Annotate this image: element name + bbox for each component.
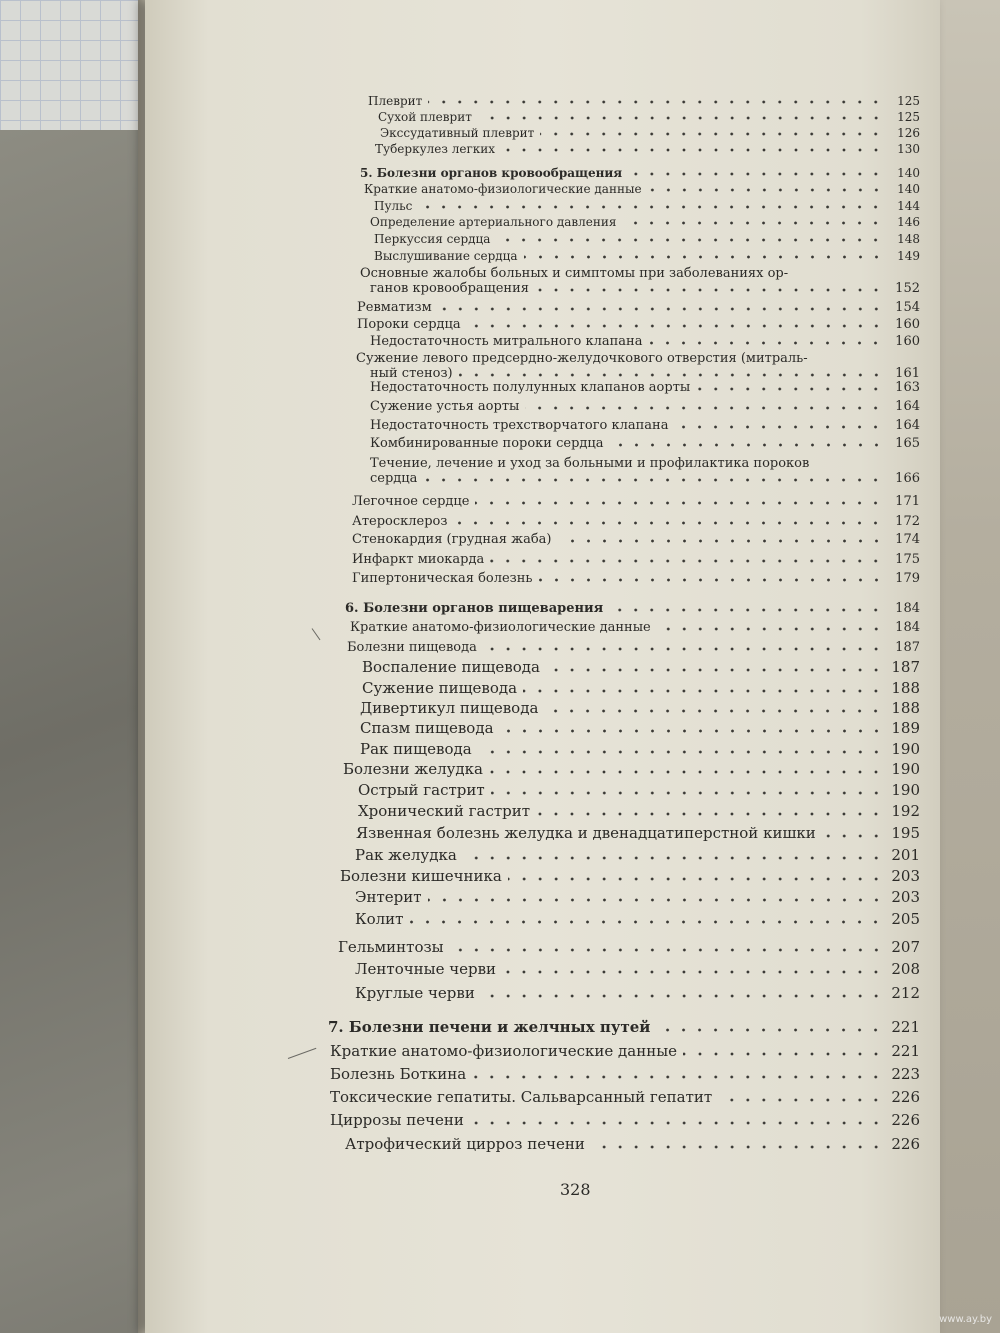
page-number: 328 bbox=[560, 1180, 591, 1199]
toc-entry-title: Гельминтозы bbox=[338, 938, 444, 956]
toc-leader-dots bbox=[453, 521, 884, 525]
toc-leader-dots bbox=[696, 387, 884, 391]
toc-leader-dots bbox=[438, 307, 884, 311]
toc-entry-page: 154 bbox=[895, 300, 920, 315]
toc-entry-page: 223 bbox=[891, 1065, 920, 1083]
toc-entry-title-line2: ный стеноз) bbox=[370, 366, 453, 381]
toc-leader-dots bbox=[544, 709, 884, 713]
toc-entry-page: 195 bbox=[891, 824, 920, 842]
toc-entry bbox=[330, 1065, 920, 1083]
toc-entry-page: 201 bbox=[891, 846, 920, 864]
toc-entry-title: Недостаточность митрального клапана bbox=[370, 334, 643, 349]
toc-entry bbox=[356, 824, 920, 842]
toc-entry-title-line1: Сужение левого предсердно-желудочкового отверстия (митраль- bbox=[356, 351, 808, 366]
toc-leader-dots bbox=[628, 172, 884, 176]
toc-entry bbox=[368, 94, 920, 108]
toc-leader-dots bbox=[428, 898, 884, 902]
watermark: www.ay.by bbox=[939, 1314, 992, 1325]
toc-entry bbox=[357, 317, 920, 332]
toc-entry-title: Стенокардия (грудная жаба) bbox=[352, 532, 552, 547]
toc-entry-title: Недостаточность трехстворчатого клапана bbox=[370, 418, 669, 433]
toc-leader-dots bbox=[472, 1075, 884, 1079]
toc-entry-page: 125 bbox=[897, 94, 920, 108]
toc-entry-page: 130 bbox=[897, 142, 920, 156]
toc-leader-dots bbox=[648, 341, 884, 345]
toc-entry-title: Гипертоническая болезнь bbox=[352, 571, 533, 586]
toc-entry-title: Дивертикул пищевода bbox=[360, 699, 539, 717]
toc-entry-title: Сужение пищевода bbox=[362, 679, 518, 697]
toc-leader-dots bbox=[674, 425, 884, 429]
toc-entry-title-line1: Течение, лечение и уход за больными и профилактика пороков bbox=[370, 456, 810, 471]
toc-entry-page: 205 bbox=[891, 910, 920, 928]
toc-entry-title: Колит bbox=[355, 910, 404, 928]
toc-entry bbox=[370, 418, 920, 433]
toc-entry bbox=[330, 1042, 920, 1060]
toc-entry-title: Атеросклероз bbox=[352, 514, 448, 529]
toc-chapter-heading bbox=[360, 166, 920, 180]
toc-entry-title: Энтерит bbox=[355, 888, 422, 906]
toc-entry bbox=[352, 494, 920, 509]
toc-leader-dots bbox=[483, 647, 884, 651]
toc-entry-page: 152 bbox=[895, 281, 920, 296]
toc-entry-page: 179 bbox=[895, 571, 920, 586]
toc-entry bbox=[370, 334, 920, 349]
toc-entry-page: 164 bbox=[895, 399, 920, 414]
toc-entry bbox=[330, 1088, 920, 1106]
toc-leader-dots bbox=[523, 689, 884, 693]
toc-leader-dots bbox=[622, 221, 884, 225]
toc-entry-page: 188 bbox=[891, 679, 920, 697]
toc-entry bbox=[355, 888, 920, 906]
toc-entry bbox=[358, 802, 920, 820]
toc-entry-title-line2: ганов кровообращения bbox=[370, 281, 529, 296]
toc-leader-dots bbox=[489, 770, 884, 774]
toc-entry-page: 171 bbox=[895, 494, 920, 509]
toc-entry-page: 172 bbox=[895, 514, 920, 529]
toc-leader-dots bbox=[683, 1052, 884, 1056]
toc-entry-page: 164 bbox=[895, 418, 920, 433]
toc-entry bbox=[360, 699, 920, 717]
toc-entry-title: Пульс bbox=[374, 199, 413, 213]
toc-leader-dots bbox=[558, 539, 885, 543]
toc-entry-page: 163 bbox=[895, 380, 920, 395]
toc-entry-title: Выслушивание сердца bbox=[374, 249, 518, 263]
toc-entry bbox=[374, 249, 920, 263]
toc-entry-title: Атрофический цирроз печени bbox=[345, 1135, 585, 1153]
toc-entry-title: Сухой плеврит bbox=[378, 110, 472, 124]
toc-entry-title: Инфаркт миокарда bbox=[352, 552, 485, 567]
toc-entry bbox=[355, 910, 920, 928]
toc-entry-title-line2: сердца bbox=[370, 471, 418, 486]
toc-leader-dots bbox=[536, 812, 884, 816]
toc-entry-page: 125 bbox=[897, 110, 920, 124]
toc-entry-title: 7. Болезни печени и желчных путей bbox=[328, 1018, 651, 1036]
toc-entry-page: 190 bbox=[891, 740, 920, 758]
toc-leader-dots bbox=[718, 1098, 884, 1102]
toc-entry-page: 226 bbox=[891, 1135, 920, 1153]
toc-leader-dots bbox=[822, 834, 884, 838]
toc-entry-page: 190 bbox=[891, 760, 920, 778]
toc-entry bbox=[362, 658, 920, 676]
toc-entry-page: 203 bbox=[891, 867, 920, 885]
toc-entry-title: Перкуссия сердца bbox=[374, 232, 491, 246]
toc-entry-title: Язвенная болезнь желудка и двенадцатиперстной кишки bbox=[356, 824, 816, 842]
toc-entry-page: 165 bbox=[895, 436, 920, 451]
toc-entry-title: Легочное сердце bbox=[352, 494, 470, 509]
toc-entry-page: 148 bbox=[897, 232, 920, 246]
toc-entry-title: Краткие анатомо-физиологические данные bbox=[364, 182, 642, 196]
toc-leader-dots bbox=[423, 478, 884, 482]
toc-leader-dots bbox=[508, 877, 884, 881]
toc-leader-dots bbox=[409, 920, 884, 924]
toc-entry-page: 175 bbox=[895, 552, 920, 567]
toc-entry-title: Токсические гепатиты. Сальварсанный гепатит bbox=[330, 1088, 713, 1106]
toc-leader-dots bbox=[540, 132, 884, 136]
toc-entry-title: Ревматизм bbox=[357, 300, 432, 315]
toc-entry bbox=[352, 571, 920, 586]
toc-entry-page: 203 bbox=[891, 888, 920, 906]
toc-entry-page: 126 bbox=[897, 126, 920, 140]
toc-leader-dots bbox=[490, 559, 884, 563]
toc-entry bbox=[352, 514, 920, 529]
toc-entry bbox=[360, 719, 920, 737]
toc-entry-title: Воспаление пищевода bbox=[362, 658, 540, 676]
toc-entry-page: 184 bbox=[895, 601, 920, 616]
toc-entry-page: 192 bbox=[891, 802, 920, 820]
toc-entry bbox=[352, 532, 920, 547]
toc-entry-title: Недостаточность полулунных клапанов аорты bbox=[370, 380, 691, 395]
toc-leader-dots bbox=[525, 406, 884, 410]
toc-entry-multiline bbox=[370, 456, 920, 486]
toc-entry-multiline bbox=[360, 266, 920, 296]
toc-entry-page: 187 bbox=[891, 658, 920, 676]
toc-entry-title: Туберкулез легких bbox=[375, 142, 495, 156]
toc-leader-dots bbox=[610, 443, 884, 447]
toc-entry-title: Рак пищевода bbox=[360, 740, 472, 758]
toc-entry-page: 221 bbox=[891, 1042, 920, 1060]
toc-entry bbox=[378, 110, 920, 124]
toc-entry-title: Болезнь Боткина bbox=[330, 1065, 467, 1083]
toc-leader-dots bbox=[657, 627, 884, 631]
toc-entry-title: Плеврит bbox=[368, 94, 423, 108]
toc-leader-dots bbox=[591, 1145, 884, 1149]
toc-entry-title: 6. Болезни органов пищеварения bbox=[345, 601, 604, 616]
toc-entry-title: Определение артериального давления bbox=[370, 215, 617, 229]
toc-entry bbox=[375, 142, 920, 156]
toc-entry bbox=[358, 781, 920, 799]
toc-entry-title: Острый гастрит bbox=[358, 781, 485, 799]
toc-entry bbox=[330, 1111, 920, 1129]
toc-entry bbox=[340, 867, 920, 885]
toc-entry bbox=[343, 760, 920, 778]
toc-entry bbox=[374, 232, 920, 246]
toc-leader-dots bbox=[535, 288, 884, 292]
toc-entry-page: 184 bbox=[895, 620, 920, 635]
toc-entry bbox=[357, 300, 920, 315]
toc-entry bbox=[345, 1135, 920, 1153]
toc-leader-dots bbox=[478, 116, 884, 120]
toc-entry-page: 146 bbox=[897, 215, 920, 229]
toc-leader-dots bbox=[609, 608, 884, 612]
toc-entry-page: 149 bbox=[897, 249, 920, 263]
toc-entry bbox=[370, 436, 920, 451]
toc-entry-page: 160 bbox=[895, 317, 920, 332]
toc-entry bbox=[350, 620, 920, 635]
toc-leader-dots bbox=[450, 948, 884, 952]
toc-entry bbox=[374, 199, 920, 213]
toc-entry-multiline bbox=[356, 351, 920, 381]
toc-leader-dots bbox=[470, 1121, 884, 1125]
toc-entry-page: 221 bbox=[891, 1018, 920, 1036]
toc-entry-page: 189 bbox=[891, 719, 920, 737]
toc-entry-title: Хронический гастрит bbox=[358, 802, 531, 820]
toc-leader-dots bbox=[478, 750, 884, 754]
toc-entry-page: 160 bbox=[895, 334, 920, 349]
toc-entry-title: Болезни кишечника bbox=[340, 867, 502, 885]
toc-entry bbox=[364, 182, 920, 196]
toc-leader-dots bbox=[648, 188, 884, 192]
toc-entry bbox=[338, 938, 920, 956]
toc-leader-dots bbox=[539, 578, 884, 582]
toc-entry-page: 226 bbox=[891, 1088, 920, 1106]
toc-entry-title: 5. Болезни органов кровообращения bbox=[360, 166, 623, 180]
toc-entry-page: 207 bbox=[891, 938, 920, 956]
toc-entry-title: Болезни желудка bbox=[343, 760, 483, 778]
toc-leader-dots bbox=[467, 324, 884, 328]
toc-entry-page: 174 bbox=[895, 532, 920, 547]
toc-entry-title: Рак желудка bbox=[355, 846, 457, 864]
toc-leader-dots bbox=[502, 970, 884, 974]
toc-entry-title: Пороки сердца bbox=[357, 317, 461, 332]
toc-entry-page: 226 bbox=[891, 1111, 920, 1129]
toc-leader-dots bbox=[546, 668, 884, 672]
toc-entry bbox=[370, 380, 920, 395]
toc-entry-page: 187 bbox=[895, 640, 920, 655]
toc-leader-dots bbox=[500, 729, 884, 733]
toc-chapter-heading bbox=[345, 601, 920, 616]
toc-entry-title: Сужение устья аорты bbox=[370, 399, 520, 414]
toc-leader-dots bbox=[496, 238, 884, 242]
toc-entry bbox=[352, 552, 920, 567]
toc-entry-page: 188 bbox=[891, 699, 920, 717]
toc-leader-dots bbox=[481, 994, 884, 998]
toc-entry-title: Ленточные черви bbox=[355, 960, 497, 978]
toc-entry-title: Болезни пищевода bbox=[347, 640, 477, 655]
toc-entry-page: 166 bbox=[895, 471, 920, 486]
toc-leader-dots bbox=[491, 791, 884, 795]
toc-entry-title-line1: Основные жалобы больных и симптомы при заболеваниях ор- bbox=[360, 266, 789, 281]
toc-entry bbox=[362, 679, 920, 697]
toc-entry-page: 140 bbox=[897, 182, 920, 196]
toc-leader-dots bbox=[463, 856, 884, 860]
toc-entry-page: 140 bbox=[897, 166, 920, 180]
toc-leader-dots bbox=[418, 205, 884, 209]
toc-entry-title: Экссудативный плеврит bbox=[380, 126, 535, 140]
toc-entry bbox=[360, 740, 920, 758]
toc-entry-title: Круглые черви bbox=[355, 984, 475, 1002]
toc-leader-dots bbox=[459, 373, 884, 377]
toc-leader-dots bbox=[475, 501, 884, 505]
toc-leader-dots bbox=[524, 255, 884, 259]
toc-entry bbox=[347, 640, 920, 655]
toc-entry-page: 144 bbox=[897, 199, 920, 213]
toc-entry-page: 161 bbox=[895, 366, 920, 381]
toc-entry bbox=[380, 126, 920, 140]
toc-entry bbox=[370, 215, 920, 229]
toc-entry-title: Спазм пищевода bbox=[360, 719, 494, 737]
toc-leader-dots bbox=[428, 100, 884, 104]
toc-entry bbox=[355, 984, 920, 1002]
toc-entry bbox=[355, 846, 920, 864]
toc-entry-page: 212 bbox=[891, 984, 920, 1002]
toc-chapter-heading bbox=[328, 1018, 920, 1036]
toc-entry-page: 190 bbox=[891, 781, 920, 799]
toc-entry bbox=[355, 960, 920, 978]
toc-entry-page: 208 bbox=[891, 960, 920, 978]
toc-entry-title: Краткие анатомо-физиологические данные bbox=[350, 620, 651, 635]
toc-entry-title: Комбинированные пороки сердца bbox=[370, 436, 604, 451]
toc-entry bbox=[370, 399, 920, 414]
toc-entry-title: Краткие анатомо-физиологические данные bbox=[330, 1042, 678, 1060]
toc-leader-dots bbox=[501, 148, 884, 152]
toc-entry-title: Циррозы печени bbox=[330, 1111, 464, 1129]
toc-leader-dots bbox=[656, 1028, 884, 1032]
